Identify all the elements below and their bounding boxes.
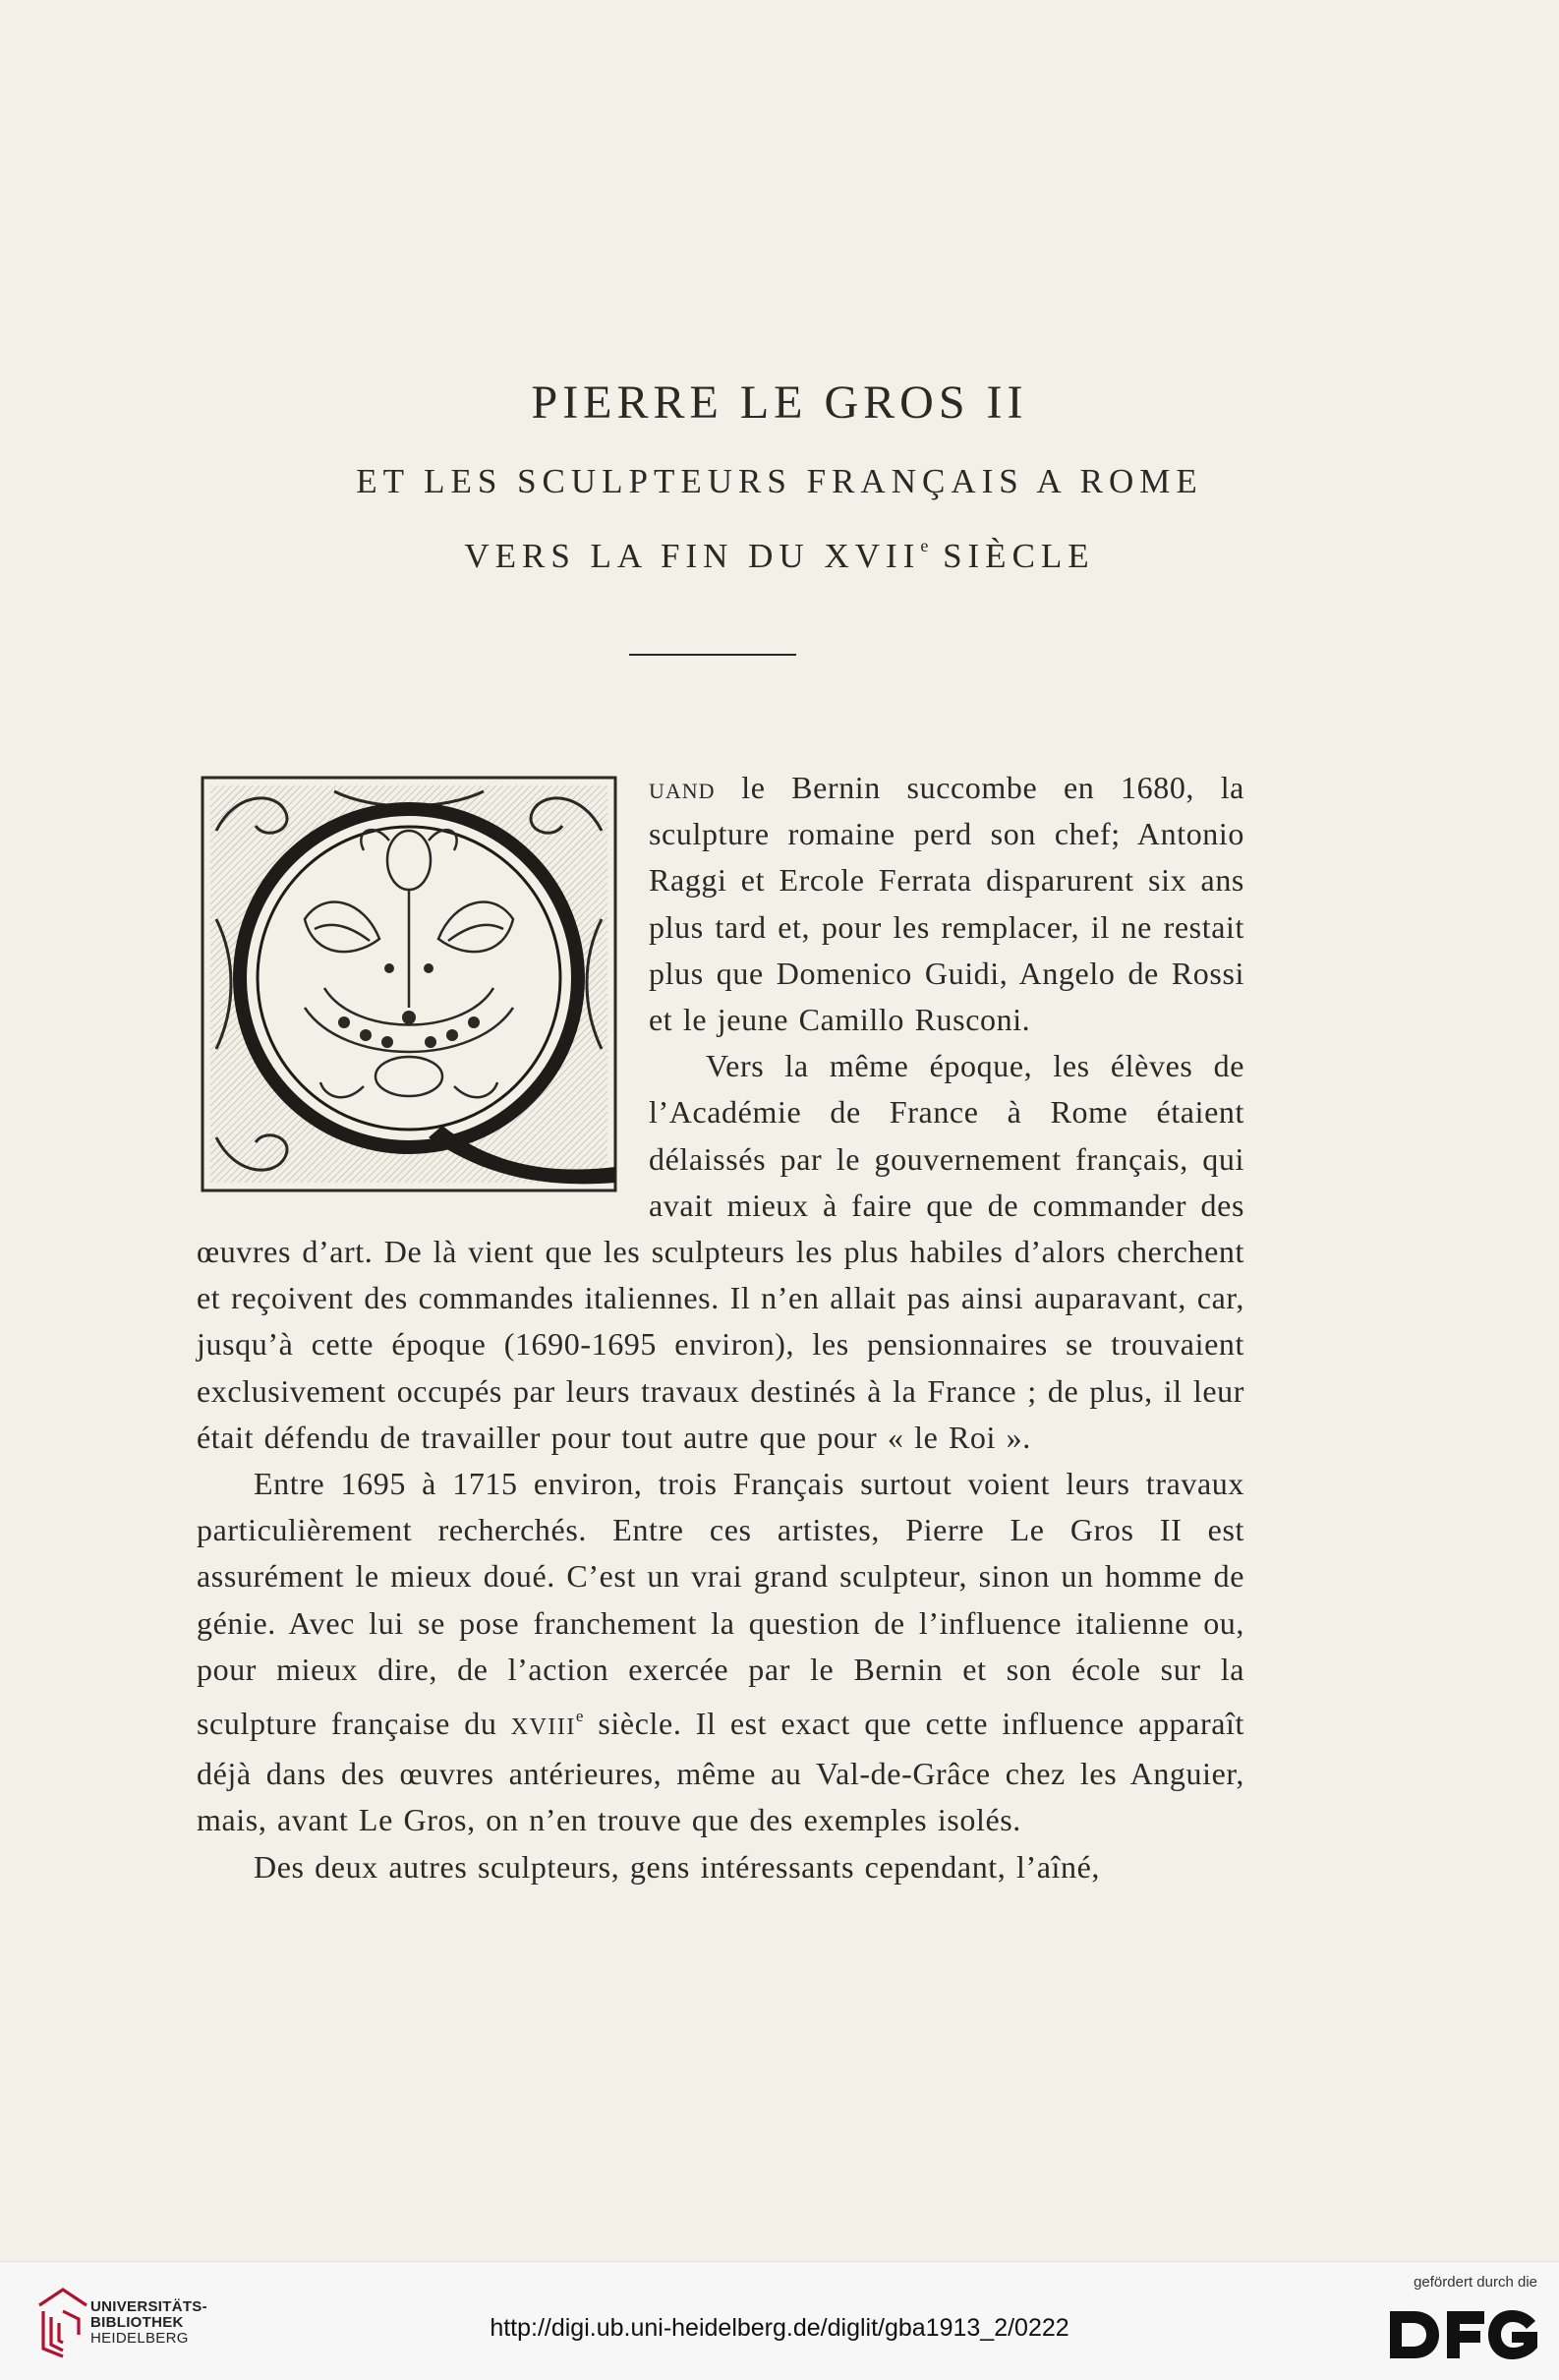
dfg-logo-icon[interactable]: [1386, 2305, 1543, 2364]
article-subtitle-line2: VERS LA FIN DU XVIIe SIÈCLE: [464, 536, 1095, 575]
initial-float-space: [197, 765, 649, 1220]
article-title: PIERRE LE GROS II: [531, 377, 1028, 429]
paragraph-4: Des deux autres sculpteurs, gens intéressants cependant, l’aîné,: [254, 1848, 1101, 1885]
university-library-name[interactable]: UNIVERSITÄTS- BIBLIOTHEK HEIDELBERG: [90, 2298, 207, 2347]
article-body: [197, 765, 1244, 1890]
paragraph-1: uand le Bernin succombe en 1680, la sculpture romaine perd son chef; Antonio Raggi et Ercole Ferrata disparurent six ans plus tard et, pour les remplacer, il ne restait plus que Domenico Guidi, Angelo de Rossi et le jeune Camillo Rusconi.: [649, 770, 1244, 1038]
century-numeral: XVIII: [510, 1714, 576, 1741]
funding-caption: gefördert durch die: [1414, 2274, 1537, 2291]
opening-word: uand: [649, 770, 716, 805]
title-divider: [629, 654, 796, 656]
permalink-url[interactable]: http://digi.ub.uni-heidelberg.de/diglit/gba1913_2/0222: [490, 2314, 1069, 2342]
article-subtitle-line1: ET LES SCULPTEURS FRANÇAIS A ROME: [356, 462, 1203, 500]
paragraph-2: Vers la même époque, les élèves de l’Académie de France à Rome étaient délaissés par le gouvernement français, qui avait mieux à faire que de commander des œuvres d’art. De là vient que les sculpteurs les plus habiles d’alors cherchent et reçoivent des commandes italiennes. Il n’en allait pas ainsi auparavant, car, jusqu’à cette époque (1690-1695 environ), les pensionnaires se trouvaient exclusivement occupés par leurs travaux destinés à la France ; de plus, il leur était défendu de travailler pour tout autre que pour « le Roi ».: [197, 1048, 1244, 1455]
paragraph-3: Entre 1695 à 1715 environ, trois Français surtout voient leurs travaux particulièrement recherchés. Entre ces artistes, Pierre Le Gros II est assurément le mieux doué. C’est un vrai grand sculpteur, sinon un homme de génie. Avec lui se pose franchement la question de l’influence italienne ou, pour mieux dire, de l’action exercée par le Bernin et son école sur la sculpture française du XVIIIe siècle. Il est exact que cette influence apparaît déjà dans des œuvres antérieures, même au Val-de-Grâce chez les Anguier, mais, avant Le Gros, on n’en trouve que des exemples isolés.: [197, 1466, 1244, 1838]
